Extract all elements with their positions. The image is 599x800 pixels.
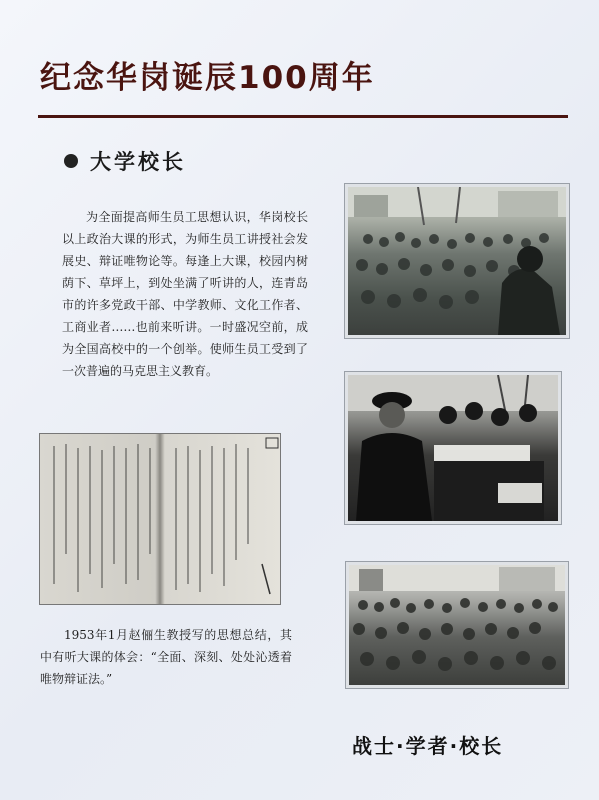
article-paragraph: 为全面提高师生员工思想认识，华岗校长以上政治大课的形式，为师生员工讲授社会发展史、辩证唯物论等。每逢上大课，校园内树荫下、草坪上，到处坐满了听讲的人，连青岛市的许多党政干部、中学教师、文化工作者、工商业者……也前来听讲。一时盛况空前，成为全国高校中的一个创举。使师生员工受到了一次普遍的马克思主义教育。: [62, 210, 308, 378]
section-label: 大学校长: [90, 150, 186, 174]
footer-signature: 战士·学者·校长: [352, 734, 504, 758]
section-heading: [64, 145, 186, 177]
title-divider: [38, 115, 568, 118]
lecture-crowd-photo: [345, 184, 569, 338]
lecture-table-photo: [345, 372, 561, 524]
document-caption: 1953年1月赵俪生教授写的思想总结，其中有听大课的体会：“全面、深刻、处处沁透着唯物辩证法。”: [40, 628, 292, 686]
page-title: 纪念华岗诞辰100周年: [40, 60, 375, 96]
bullet-icon: [64, 154, 78, 168]
handwritten-document-photo: [40, 434, 280, 604]
outdoor-audience-photo: [346, 562, 568, 688]
